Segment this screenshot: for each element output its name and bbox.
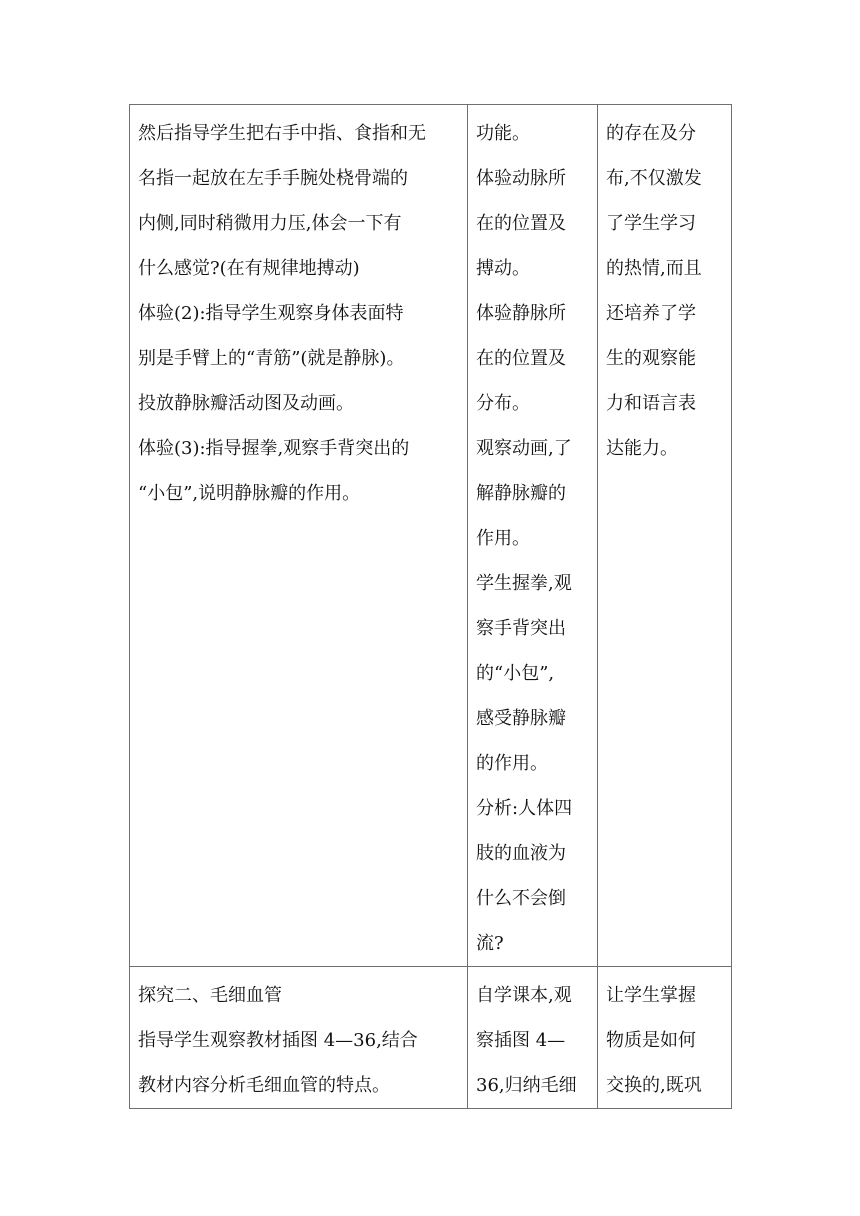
text-line: 内侧,同时稍微用力压,体会一下有 — [138, 213, 402, 234]
text-line: 36,归纳毛细 — [476, 1075, 577, 1096]
text-line: 让学生掌握 — [606, 985, 696, 1006]
text-line: 体验静脉所 — [476, 303, 566, 324]
text-line: 什么不会倒 — [476, 888, 566, 909]
student-activity-cell — [468, 967, 598, 1109]
text-line: 察手背突出 — [476, 618, 566, 639]
text-line: 分布。 — [476, 393, 530, 414]
text-line: 体验(3):指导握拳,观察手背突出的 — [138, 438, 410, 459]
text-line: 肢的血液为 — [476, 843, 566, 864]
text-line: “小包”,说明静脉瓣的作用。 — [138, 483, 361, 504]
text-line: 力和语言表 — [606, 393, 696, 414]
text-line: 在的位置及 — [476, 213, 566, 234]
text-line: 什么感觉?(在有规律地搏动) — [138, 258, 360, 279]
teacher-activity-cell — [130, 105, 468, 967]
text-line: 的热情,而且 — [606, 258, 702, 279]
text-line: 名指一起放在左手手腕处桡骨端的 — [138, 168, 408, 189]
text-line: 投放静脉瓣活动图及动画。 — [138, 393, 354, 414]
text-line: 观察动画,了 — [476, 438, 572, 459]
text-line: 然后指导学生把右手中指、食指和无 — [138, 123, 426, 144]
text-line: 自学课本,观 — [476, 985, 572, 1006]
design-intent-cell — [598, 967, 732, 1109]
text-line: 还培养了学 — [606, 303, 696, 324]
text-line: 的作用。 — [476, 753, 548, 774]
text-line: 的“小包”, — [476, 663, 555, 684]
text-line: 生的观察能 — [606, 348, 696, 369]
text-line: 搏动。 — [476, 258, 530, 279]
table-row — [130, 967, 732, 1109]
text-line: 探究二、毛细血管 — [138, 985, 282, 1006]
text-line: 作用。 — [476, 528, 530, 549]
text-line: 交换的,既巩 — [606, 1075, 702, 1096]
text-line: 在的位置及 — [476, 348, 566, 369]
text-line: 功能。 — [476, 123, 530, 144]
student-activity-cell — [468, 105, 598, 967]
table-row — [130, 105, 732, 967]
text-line: 解静脉瓣的 — [476, 483, 566, 504]
text-line: 流? — [476, 933, 504, 954]
text-line: 分析:人体四 — [476, 798, 573, 819]
text-line: 别是手臂上的“青筋”(就是静脉)。 — [138, 348, 405, 369]
text-line: 达能力。 — [606, 438, 678, 459]
text-line: 了学生学习 — [606, 213, 696, 234]
teacher-activity-cell — [130, 967, 468, 1109]
text-line: 指导学生观察教材插图 4—36,结合 — [138, 1030, 418, 1051]
lesson-plan-table — [129, 104, 732, 1109]
text-line: 的存在及分 — [606, 123, 696, 144]
design-intent-cell — [598, 105, 732, 967]
text-line: 察插图 4— — [476, 1030, 566, 1051]
text-line: 学生握拳,观 — [476, 573, 572, 594]
text-line: 体验动脉所 — [476, 168, 566, 189]
text-line: 感受静脉瓣 — [476, 708, 566, 729]
text-line: 布,不仅激发 — [606, 168, 702, 189]
text-line: 体验(2):指导学生观察身体表面特 — [138, 303, 404, 324]
text-line: 物质是如何 — [606, 1030, 696, 1051]
text-line: 教材内容分析毛细血管的特点。 — [138, 1075, 390, 1096]
